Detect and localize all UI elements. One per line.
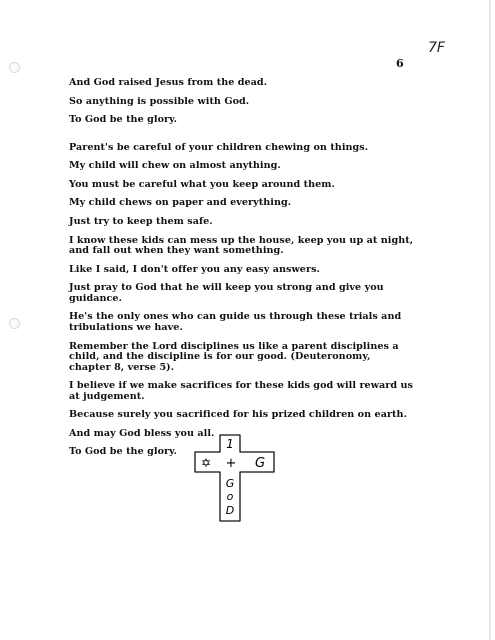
paragraph: Parent's be careful of your children chewing on things. [69, 141, 369, 153]
star-of-david-icon: ✡ [200, 456, 212, 470]
paragraph: My child will chew on almost anything. [69, 160, 281, 172]
punch-hole-middle [9, 318, 20, 329]
cross-letter-d: D [225, 504, 235, 517]
paragraph: So anything is possible with God. [69, 95, 250, 107]
paragraph: I believe if we make sacrifices for these kids god will reward us at judgement. [69, 380, 414, 402]
cross-top-mark: 1 [226, 437, 234, 451]
paragraph: Just try to keep them safe. [69, 216, 213, 228]
paragraph: And may God bless you all. [69, 427, 215, 439]
paragraph: You must be careful what you keep around them. [69, 178, 335, 190]
cross-center-mark: + [225, 456, 237, 471]
paragraph: I know these kids can mess up the house, keep you up at night, and fall out when they want something. [69, 234, 414, 257]
cross-letter-o: o [226, 490, 234, 503]
hand-drawn-cross [192, 432, 282, 524]
paragraph: To God be the glory. [69, 114, 178, 126]
paragraph: Just pray to God that he will keep you strong and give you guidance. [69, 282, 384, 304]
paragraph: Like I said, I don't offer you any easy answers. [69, 263, 320, 275]
cross-outline [195, 435, 274, 521]
punch-hole-top [9, 62, 20, 73]
paragraph: And God raised Jesus from the dead. [69, 77, 268, 88]
page-number: 6 [396, 57, 404, 70]
document-body [69, 78, 414, 466]
paragraph: My child chews on paper and everything. [69, 197, 292, 209]
paragraph: He's the only ones who can guide us through these trials and tribulations we have. [69, 311, 402, 333]
cross-letter-g: G [225, 477, 235, 490]
paragraph: Because surely you sacrificed for his prized children on earth. [69, 409, 407, 421]
handwritten-page-number: 7F [428, 40, 445, 56]
cross-right-letter: G [254, 456, 266, 471]
page-edge [489, 0, 491, 640]
paragraph: To God be the glory. [69, 446, 178, 458]
paragraph: Remember the Lord disciplines us like a parent disciplines a child, and the discipline is for our good. (Deuteronomy, chapter 8, verse 5). [69, 340, 399, 373]
